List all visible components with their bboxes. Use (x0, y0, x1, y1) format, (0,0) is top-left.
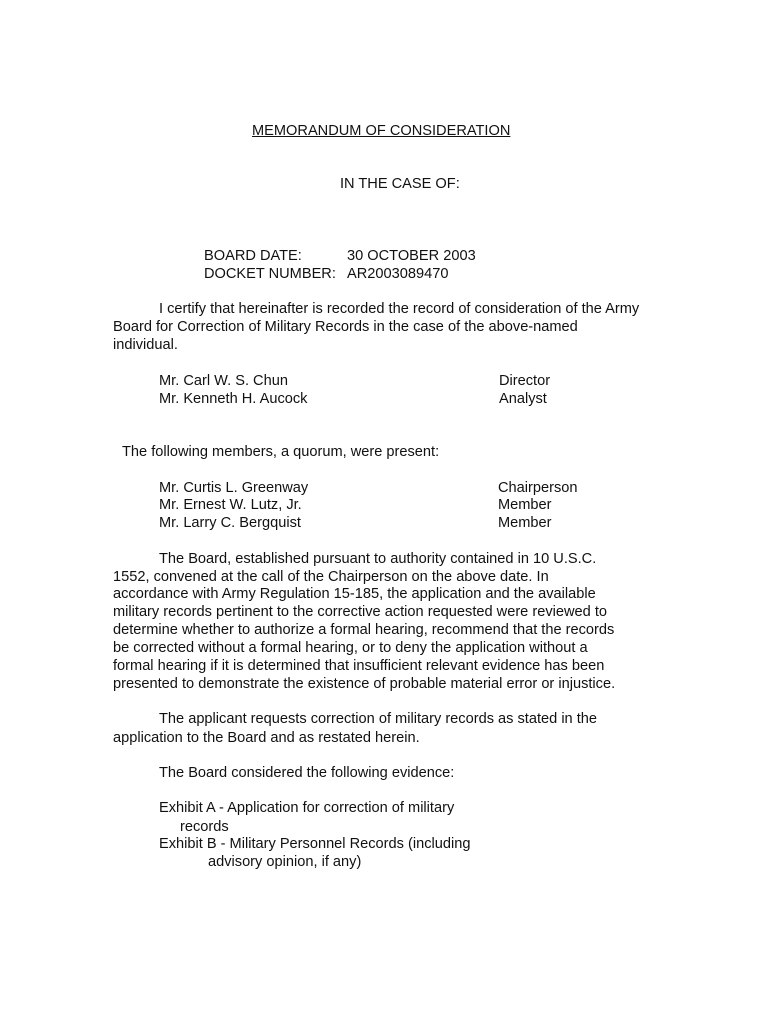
exhibit-a-line: Exhibit A - Application for correction of military (159, 800, 455, 816)
certify-line: Board for Correction of Military Records in the case of the above-named (113, 319, 578, 335)
member-role: Member (498, 497, 552, 513)
docket-number-value: AR2003089470 (347, 266, 449, 282)
board-paragraph-line: The Board, established pursuant to authority contained in 10 U.S.C. (159, 551, 597, 567)
exhibit-b-line: Exhibit B - Military Personnel Records (including (159, 836, 471, 852)
memo-title: MEMORANDUM OF CONSIDERATION (252, 123, 511, 139)
applicant-line: The applicant requests correction of military records as stated in the (159, 711, 598, 727)
board-paragraph-line: presented to demonstrate the existence of probable material error or injustice. (113, 676, 616, 692)
applicant-line: application to the Board and as restated herein. (113, 730, 420, 746)
member-role: Member (498, 515, 552, 531)
evidence-intro: The Board considered the following evidence: (159, 765, 455, 781)
board-paragraph-line: military records pertinent to the corrective action requested were reviewed to (113, 604, 607, 620)
exhibit-b-line: advisory opinion, if any) (208, 854, 362, 870)
board-date-label: BOARD DATE: (204, 248, 302, 264)
exhibit-a-line: records (180, 819, 229, 835)
member-role: Chairperson (498, 480, 578, 496)
board-paragraph-line: be corrected without a formal hearing, or to deny the application without a (113, 640, 588, 656)
board-paragraph-line: accordance with Army Regulation 15-185, the application and the available (113, 586, 596, 602)
docket-number-label: DOCKET NUMBER: (204, 266, 336, 282)
certify-line: individual. (113, 337, 178, 353)
board-paragraph-line: 1552, convened at the call of the Chairperson on the above date. In (113, 569, 549, 585)
staff-role: Analyst (499, 391, 547, 407)
board-paragraph-line: determine whether to authorize a formal hearing, recommend that the records (113, 622, 615, 638)
staff-name: Mr. Carl W. S. Chun (159, 373, 288, 389)
staff-role: Director (499, 373, 551, 389)
quorum-line: The following members, a quorum, were present: (122, 444, 440, 460)
member-name: Mr. Curtis L. Greenway (159, 480, 309, 496)
member-name: Mr. Larry C. Bergquist (159, 515, 301, 531)
case-of-heading: IN THE CASE OF: (340, 176, 460, 192)
certify-line: I certify that hereinafter is recorded the record of consideration of the Army (159, 301, 640, 317)
staff-name: Mr. Kenneth H. Aucock (159, 391, 308, 407)
board-date-value: 30 OCTOBER 2003 (347, 248, 476, 264)
member-name: Mr. Ernest W. Lutz, Jr. (159, 497, 302, 513)
board-paragraph-line: formal hearing if it is determined that insufficient relevant evidence has been (113, 658, 605, 674)
